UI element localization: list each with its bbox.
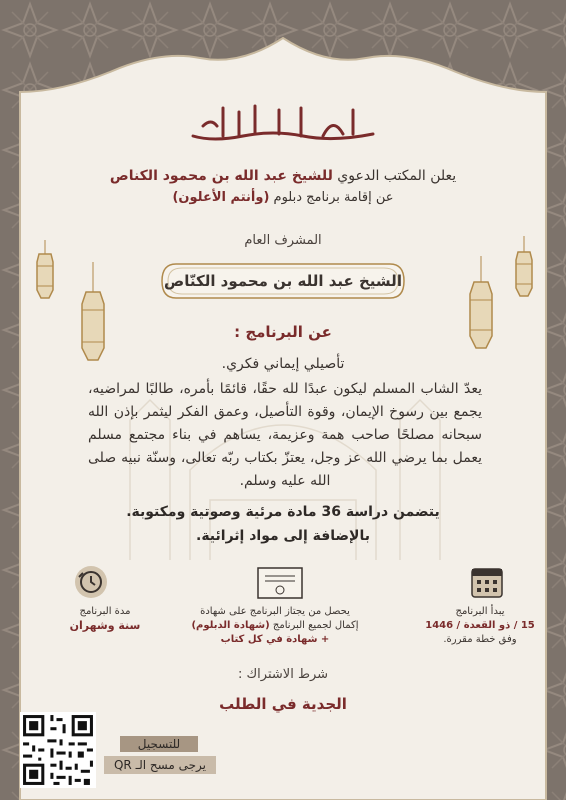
certificate-icon xyxy=(257,567,303,599)
diploma-certificate: (شهادة الدبلوم) xyxy=(191,620,270,631)
duration-info xyxy=(60,605,150,633)
certificate-info xyxy=(165,605,385,647)
qr-code-icon[interactable] xyxy=(20,712,96,788)
certificate-text: إكمال لجميع البرنامج xyxy=(272,620,359,631)
start-info xyxy=(410,605,550,647)
about-highlight-1: يتضمن دراسة 36 مادة مرئية وصوتية ومكتوبة. xyxy=(126,504,440,520)
register-instruction: يرجى مسح الـ QR xyxy=(104,756,216,774)
supervisor-label: المشرف العام xyxy=(244,233,322,248)
condition-label: شرط الاشتراك : xyxy=(237,667,329,682)
start-note: وفق خطة مقررة. xyxy=(443,634,517,645)
clock-icon xyxy=(74,565,108,599)
about-subtitle: تأصيلي إيماني فكري. xyxy=(221,356,345,372)
basmala-calligraphy xyxy=(183,96,383,150)
calendar-icon xyxy=(470,565,504,599)
intro-line-2 xyxy=(0,190,566,205)
register-label: للتسجيل xyxy=(120,736,198,752)
intro-line-1 xyxy=(0,168,566,184)
certificate-line-1: يحصل من يجتاز البرنامج على شهادة xyxy=(200,606,350,617)
supervisor-name: الشيخ عبد الله بن محمود الكنّاص xyxy=(164,272,402,290)
about-title: عن البرنامج : xyxy=(234,323,332,341)
program-name: (وأنتم الأعلون) xyxy=(172,190,270,205)
certificate-line-2 xyxy=(165,619,385,633)
about-highlight-2: بالإضافة إلى مواد إثرائية. xyxy=(196,528,370,544)
duration-value: سنة وشهران xyxy=(69,619,141,632)
intro-text: يعلن المكتب الدعوي xyxy=(337,168,457,184)
intro-text: عن إقامة برنامج دبلوم xyxy=(273,190,394,205)
certificate-line-3: + شهادة في كل كتاب xyxy=(220,634,330,645)
start-date: 15 / ذو القعدة / 1446 xyxy=(425,620,535,631)
about-paragraph: يعدّ الشاب المسلم ليكون عبدًا لله حقًا، قائمًا بأمره، طالبًا لمراضيه، يجمع بين رسوخ الإيمان، وقوة التأصيل، وعمق الفكر ليثمر بإذن الله سبحانه مصلحًا صاحب همة وعزيمة، يساهم في بناء مجتمع مسلم يعمل بما يرضي الله عز وجل، يعتزّ بكتاب ربّه تعالى، وسنّة نبيه صلى الله عليه وسلم. xyxy=(88,381,482,489)
office-name: للشيخ عبد الله بن محمود الكناص xyxy=(109,168,333,184)
condition-value: الجدية في الطلب xyxy=(219,695,347,713)
duration-label: مدة البرنامج xyxy=(79,606,131,617)
supervisor-name-plate xyxy=(158,260,408,302)
start-label: يبدأ البرنامج xyxy=(455,606,505,617)
